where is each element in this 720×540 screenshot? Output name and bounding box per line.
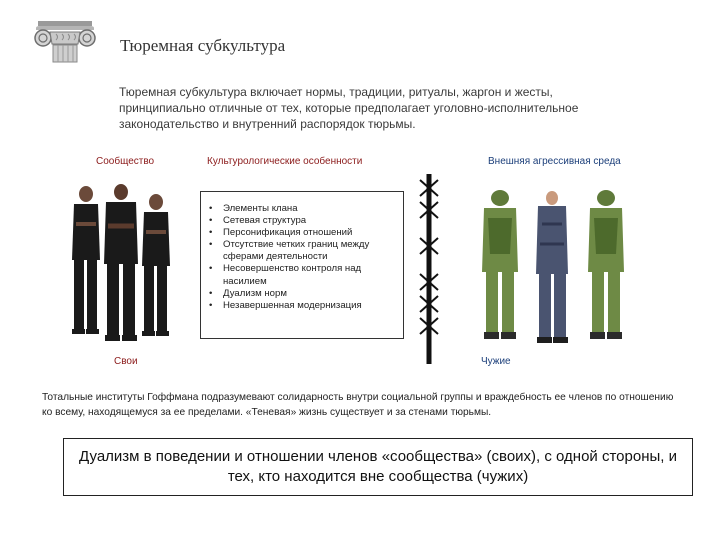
list-item: • Несовершенство контроля над насилием (223, 263, 399, 287)
conclusion-text: Дуализм в поведении и отношении членов «сообщества» (своих), с одной стороны, и тех, кто находится вне сообщества (чужих) (79, 448, 677, 485)
goffman-paragraph: Тотальные институты Гоффмана подразумевают солидарность внутри социальной группы и враждебность ее членов по отношению ко всему, находящемуся за ее пределами. «Теневая» жизнь существует и за стенами тюрьмы. (42, 392, 674, 418)
alien-label: Чужие (481, 356, 511, 367)
conclusion-box (63, 438, 693, 496)
list-item: • Дуализм норм (223, 288, 399, 300)
external-environment-header: Внешняя агрессивная среда (488, 156, 621, 167)
cultural-features-list (200, 191, 404, 339)
list-item: • Сетевая структура (223, 215, 399, 227)
page-title: Тюремная субкультура (120, 36, 286, 55)
alien-group-illustration (468, 184, 638, 354)
community-header: Сообщество (96, 156, 155, 167)
list-item: • Персонификация отношений (223, 227, 399, 239)
own-group-illustration (56, 180, 186, 350)
cultural-features-header: Культурологические особенности (207, 156, 363, 167)
list-item: • Незавершенная модернизация (223, 300, 399, 312)
barbed-wire-icon (416, 174, 442, 364)
ionic-capital-column-icon (32, 18, 98, 64)
list-item: • Элементы клана (223, 203, 399, 215)
list-item: • Отсутствие четких границ между сферами деятельности (223, 239, 399, 263)
own-label: Свои (114, 356, 138, 367)
intro-paragraph: Тюремная субкультура включает нормы, традиции, ритуалы, жаргон и жесты, принципиально отличные от тех, которые предполагает уголовно-исполнительное законодательство и внутренний распорядок тюрьмы. (119, 85, 579, 131)
